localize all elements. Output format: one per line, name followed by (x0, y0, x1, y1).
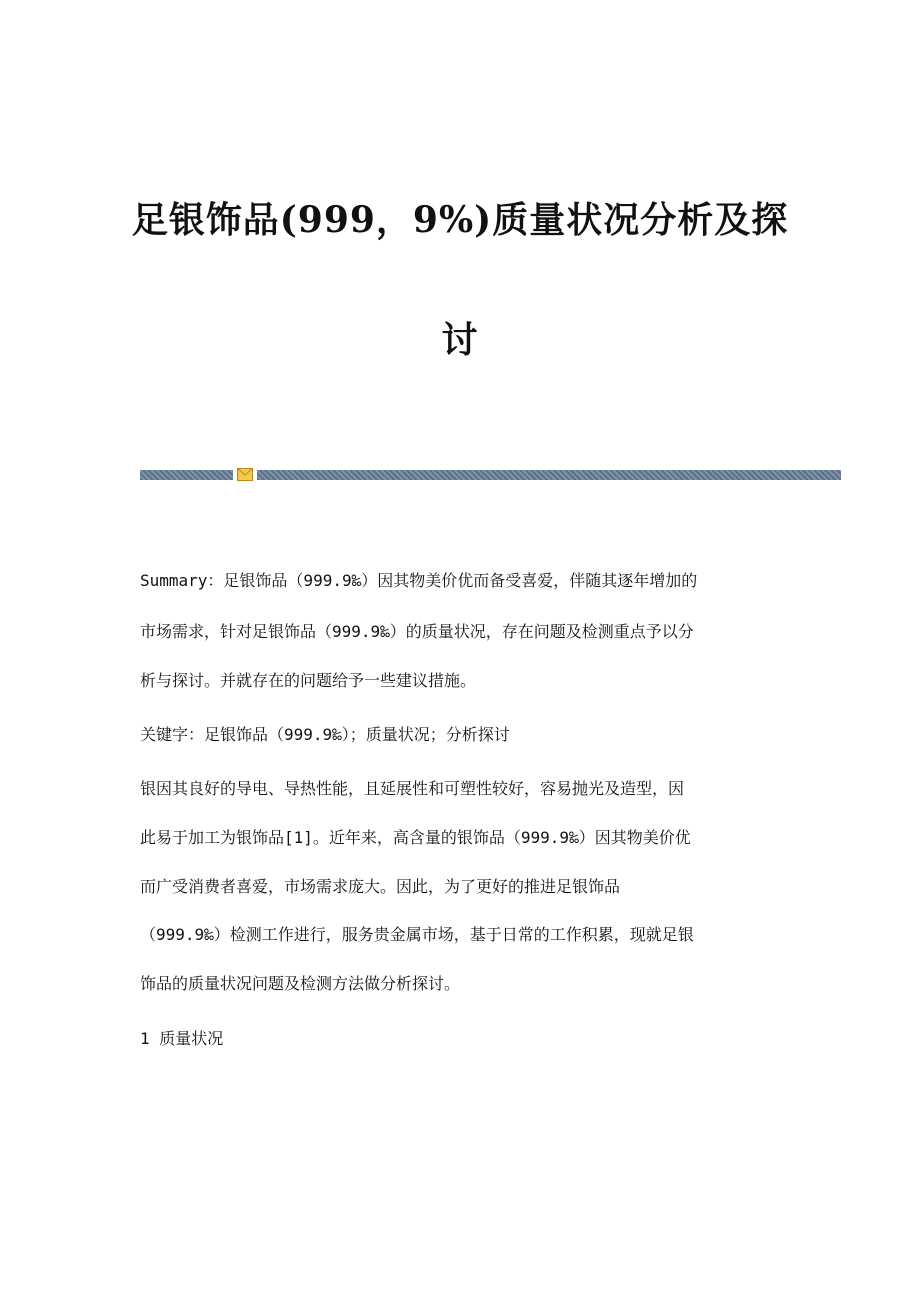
document-title-line-2: 讨 (441, 319, 479, 361)
title-divider (140, 470, 841, 480)
keywords-line: 关键字：足银饰品（999.9‰）；质量状况；分析探讨 (140, 725, 510, 744)
intro-line-3: 而广受消费者喜爱，市场需求庞大。因此，为了更好的推进足银饰品 (140, 877, 621, 896)
intro-line-1: 银因其良好的导电、导热性能，且延展性和可塑性较好，容易抛光及造型，因 (140, 779, 685, 798)
document-title-line-1: 足银饰品(999，9%)质量状况分析及探 (131, 199, 789, 241)
summary-line-3: 析与探讨。并就存在的问题给予一些建议措施。 (140, 671, 477, 690)
intro-line-5: 饰品的质量状况问题及检测方法做分析探讨。 (140, 974, 461, 993)
summary-line-1: Summary：足银饰品（999.9‰）因其物美价优而备受喜爱，伴随其逐年增加的 (140, 571, 698, 590)
summary-line-2: 市场需求，针对足银饰品（999.9‰）的质量状况，存在问题及检测重点予以分 (140, 622, 694, 641)
divider-bar-right (257, 470, 841, 480)
intro-line-4: （999.9‰）检测工作进行，服务贵金属市场，基于日常的工作积累，现就足银 (140, 925, 694, 944)
divider-bar-left (140, 470, 233, 480)
envelope-icon (237, 468, 253, 481)
intro-line-2: 此易于加工为银饰品[1]。近年来，高含量的银饰品（999.9‰）因其物美价优 (140, 828, 691, 847)
section-heading: 1 质量状况 (140, 1029, 224, 1048)
